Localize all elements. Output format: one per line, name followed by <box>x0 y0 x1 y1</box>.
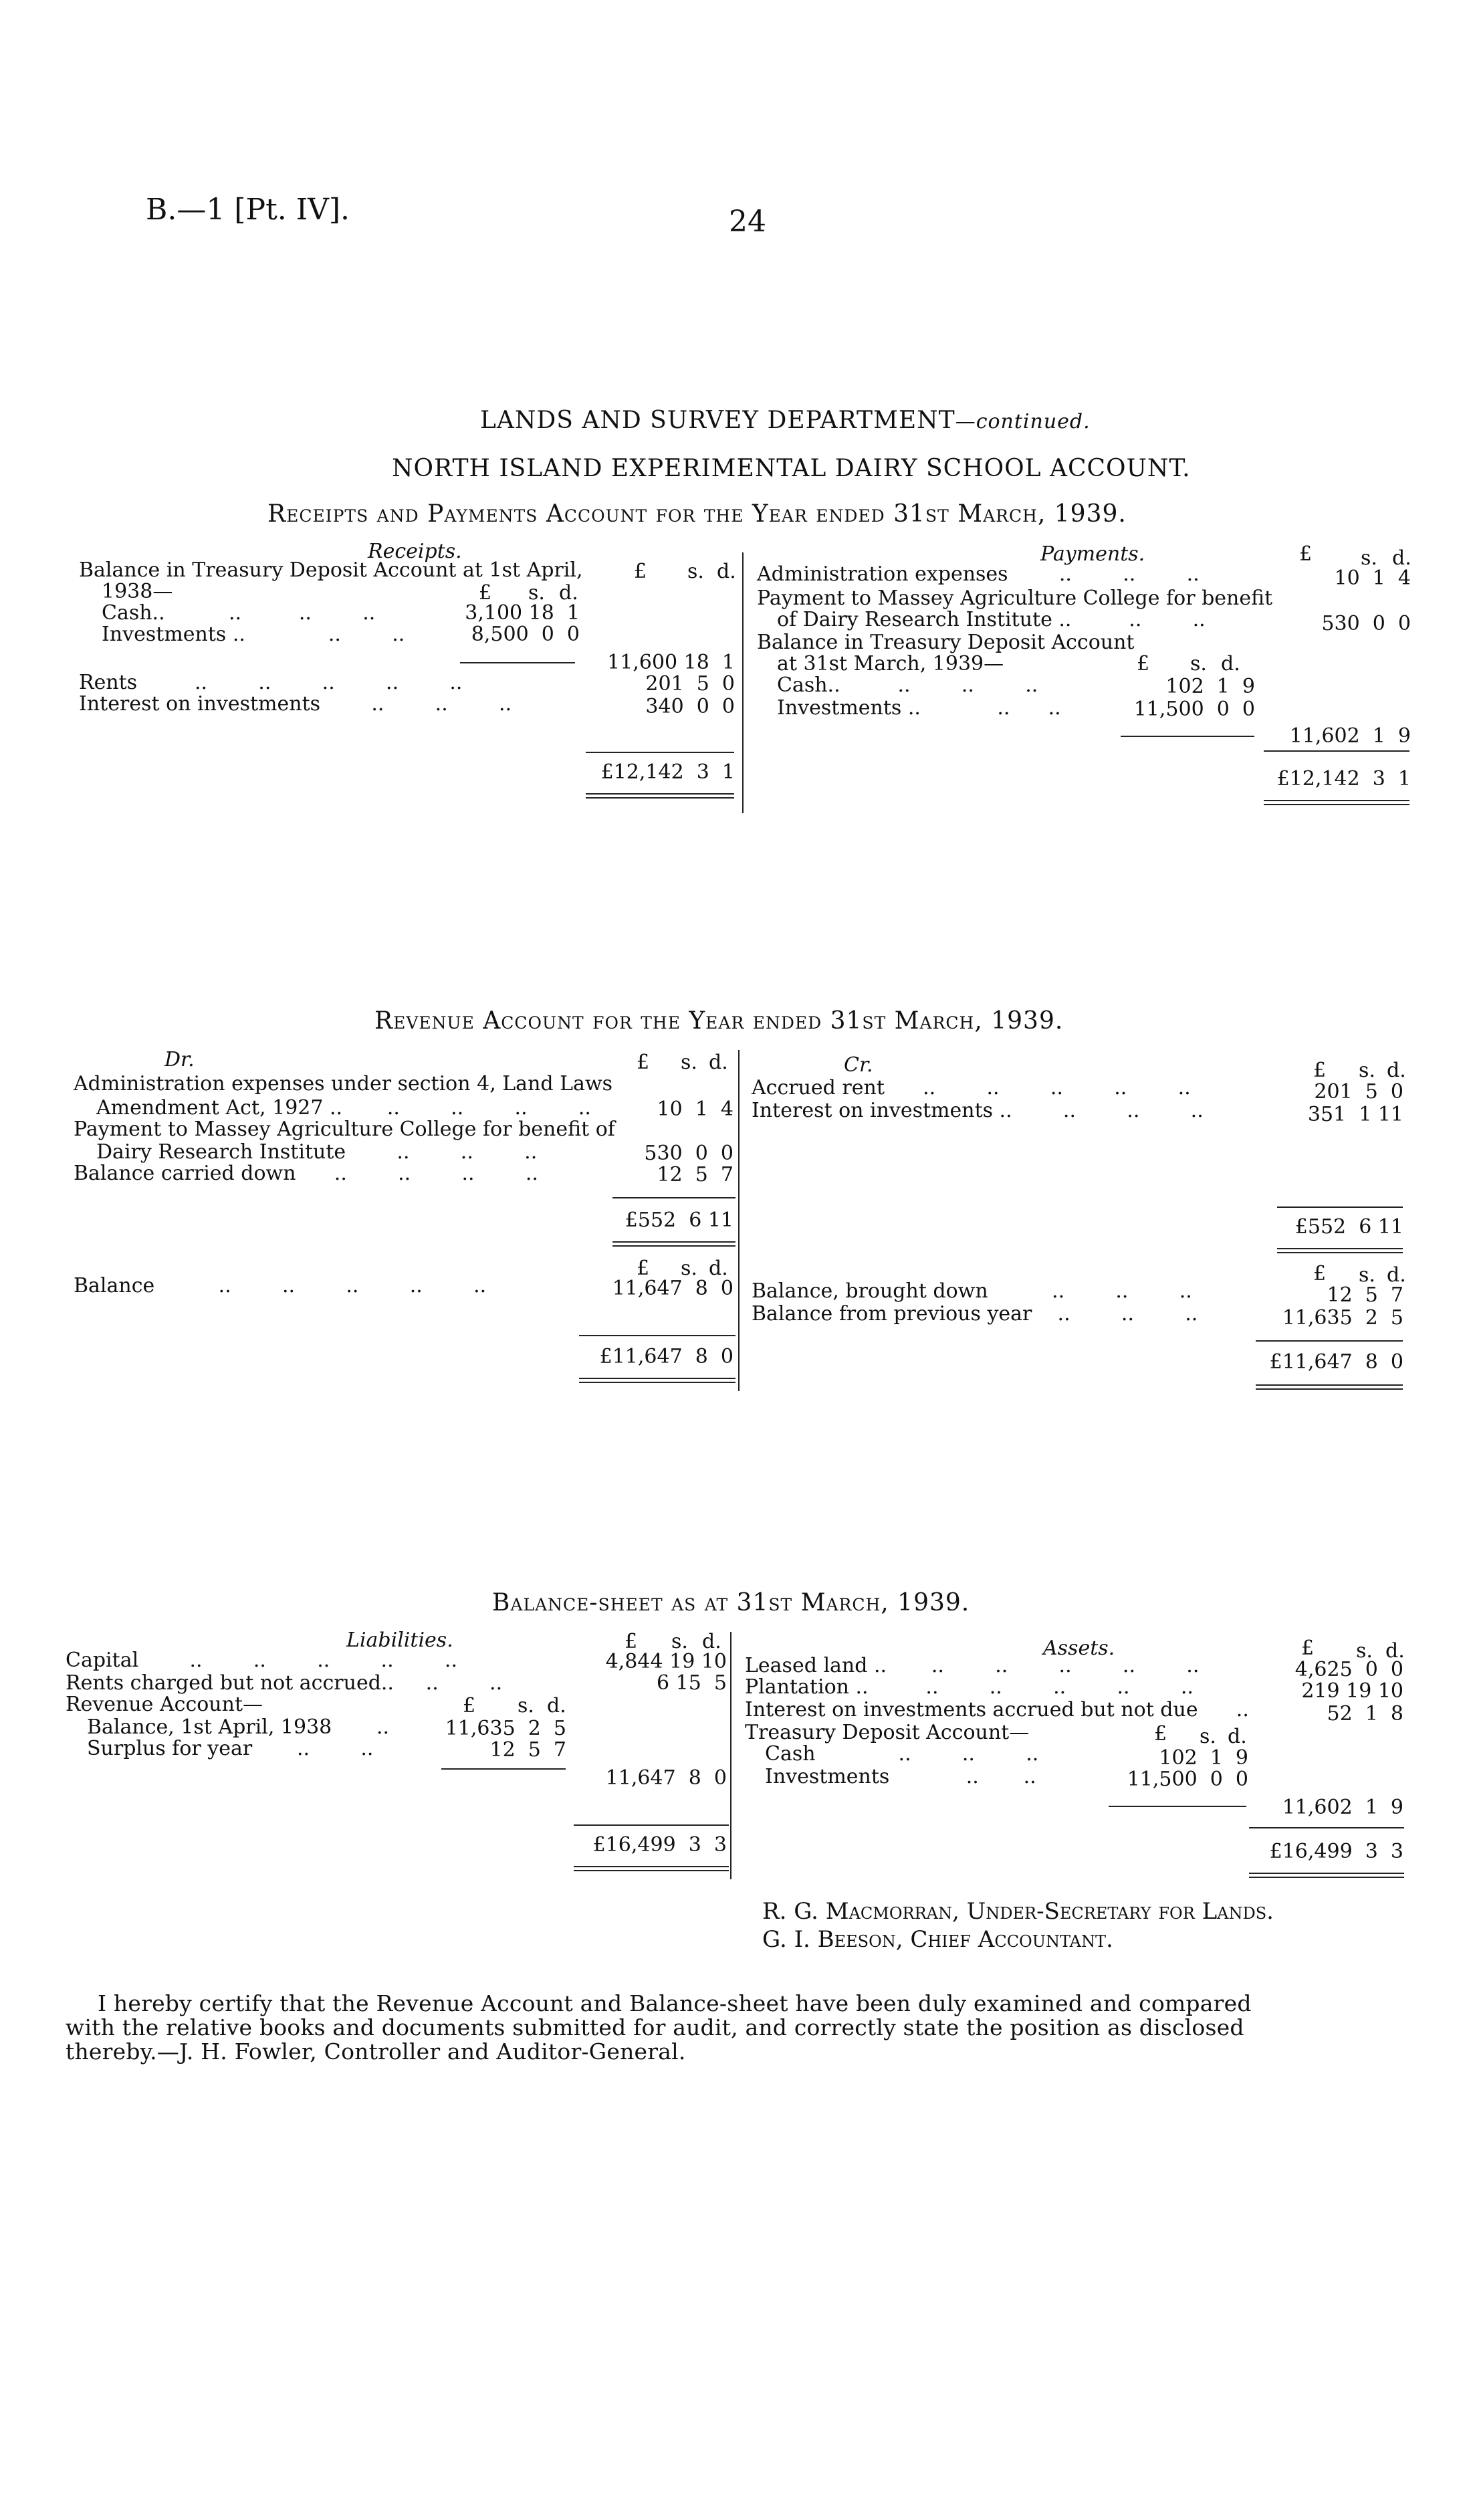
department-continued: —continued. <box>955 410 1091 433</box>
rev-left-col-pound: £ <box>637 1051 650 1074</box>
rp-payments-heading: Payments. <box>1040 542 1145 566</box>
rp-r-total: £12,142 3 1 <box>600 760 735 784</box>
rev-balance-value: 11,647 8 0 <box>612 1277 733 1300</box>
rev-massey-line2-label: Dairy Research Institute <box>96 1140 346 1164</box>
rev-previous-label: Balance from previous year <box>752 1302 1032 1326</box>
rp-r-total-rule <box>586 752 734 753</box>
signature-chief-accountant: G. I. Beeson, Chief Accountant. <box>762 1926 1113 1953</box>
rp-p-total-rule <box>1264 750 1409 752</box>
bs-investments-value: 11,500 0 0 <box>1127 1768 1248 1791</box>
rp-p-cash: Cash.. .. .. .. <box>777 673 1038 697</box>
rev-lower-right-col-pound: £ <box>1313 1262 1327 1285</box>
rp-p-total: £12,142 3 1 <box>1276 767 1411 791</box>
bs-assets-total: £16,499 3 3 <box>1269 1840 1403 1863</box>
rp-divider <box>742 552 744 813</box>
rp-r-interest-label: Interest on investments <box>79 692 321 716</box>
bs-assets-heading: Assets. <box>1043 1637 1115 1660</box>
rp-receipts-heading: Receipts. <box>368 540 462 563</box>
bs-divider <box>730 1632 731 1879</box>
bs-tda: Treasury Deposit Account— <box>745 1721 1030 1744</box>
rp-r-balance-line2: 1938— <box>102 580 173 603</box>
rp-r-sub-rule <box>460 662 575 663</box>
rp-p-investments-value: 11,500 0 0 <box>1133 698 1255 721</box>
rev-cr-total2: £11,647 8 0 <box>1269 1350 1403 1374</box>
bs-plantation-label: Plantation .. <box>745 1675 869 1699</box>
rp-p-massey-line1: Payment to Massey Agriculture College for benefit <box>757 587 1273 610</box>
bs-assets-total-double-rule <box>1249 1873 1404 1878</box>
rp-r-rents: Rents .. .. .. .. .. <box>79 671 463 694</box>
rev-accrued-label: Accrued rent <box>752 1076 885 1099</box>
rp-left-col-d: d. <box>717 560 736 583</box>
bs-balance-1938-value: 11,635 2 5 <box>445 1717 566 1740</box>
rev-dr-total-rule <box>612 1197 736 1198</box>
rp-p-investments-label: Investments .. <box>777 696 921 720</box>
bs-rev-col-s: s. <box>518 1694 534 1717</box>
rev-brought-value: 12 5 7 <box>1327 1283 1403 1307</box>
bs-plantation: Plantation .. .. .. .. .. .. <box>745 1675 1194 1699</box>
rev-brought-label: Balance, brought down <box>752 1279 988 1303</box>
department-title-text: LANDS AND SURVEY DEPARTMENT <box>480 407 955 434</box>
rev-carried-value: 12 5 7 <box>657 1163 733 1186</box>
bs-cash-value: 102 1 9 <box>1159 1746 1248 1770</box>
bs-right-col-s: s. <box>1356 1639 1373 1663</box>
bs-rents-label: Rents charged but not accrued.. <box>66 1671 394 1695</box>
rp-r-investments: Investments .. .. .. <box>102 623 405 646</box>
bs-cash-label: Cash <box>765 1742 816 1766</box>
rev-lower-left-col-d: d. <box>709 1257 728 1280</box>
bs-balance-1938: Balance, 1st April, 1938 .. <box>87 1715 390 1739</box>
rev-dr-total2-double-rule <box>579 1378 736 1383</box>
rev-interest-label: Interest on investments .. <box>752 1099 1012 1122</box>
rp-right-col-s: s. <box>1361 546 1377 570</box>
rev-divider <box>738 1050 740 1391</box>
rp-r-rents-value: 201 5 0 <box>645 672 735 696</box>
rev-right-col-pound: £ <box>1313 1059 1327 1082</box>
rev-massey-value: 530 0 0 <box>644 1142 733 1165</box>
rev-carried: Balance carried down .. .. .. .. <box>74 1162 538 1185</box>
rev-previous: Balance from previous year .. .. .. <box>752 1302 1198 1326</box>
bs-leased-value: 4,625 0 0 <box>1294 1658 1403 1681</box>
rev-lower-left-col-s: s. <box>681 1257 697 1280</box>
bs-tda-col-pound: £ <box>1154 1722 1167 1746</box>
rp-r-rents-label: Rents <box>79 671 138 694</box>
rev-brought: Balance, brought down .. .. .. <box>752 1279 1192 1303</box>
rev-left-col-d: d. <box>709 1051 728 1074</box>
bs-capital: Capital .. .. .. .. .. <box>66 1649 457 1672</box>
bs-tda-subtotal: 11,602 1 9 <box>1282 1796 1403 1819</box>
bs-cash: Cash .. .. .. <box>765 1742 1039 1766</box>
rp-p-admin-value: 10 1 4 <box>1334 566 1411 590</box>
bs-left-col-s: s. <box>671 1630 688 1653</box>
bs-left-col-d: d. <box>702 1630 721 1653</box>
rp-p-massey-line2: of Dairy Research Institute .. .. .. <box>777 608 1206 631</box>
bs-capital-value: 4,844 19 10 <box>605 1650 727 1673</box>
bs-surplus-label: Surplus for year <box>87 1737 253 1760</box>
signature-under-secretary: R. G. Macmorran, Under-Secretary for Lands. <box>762 1898 1274 1925</box>
bs-tda-col-d: d. <box>1228 1725 1247 1748</box>
rp-p-sub-col-d: d. <box>1221 652 1240 675</box>
bs-tda-col-s: s. <box>1200 1725 1216 1748</box>
rev-cr-total-rule <box>1277 1206 1403 1208</box>
rp-title: Receipts and Payments Account for the Year ended 31st March, 1939. <box>267 500 1127 528</box>
rev-accrued-value: 201 5 0 <box>1314 1080 1403 1104</box>
rp-p-balance-line1: Balance in Treasury Deposit Account <box>757 631 1135 654</box>
bs-rents-value: 6 15 5 <box>657 1671 727 1695</box>
rp-p-investments: Investments .. .. .. <box>777 696 1061 720</box>
rev-accrued: Accrued rent .. .. .. .. .. <box>752 1076 1191 1099</box>
rev-admin-line2: Amendment Act, 1927 .. .. .. .. .. <box>96 1096 591 1120</box>
rp-r-interest: Interest on investments .. .. .. <box>79 692 512 716</box>
bs-liabilities-total: £16,499 3 3 <box>592 1833 727 1857</box>
rev-lower-left-col-pound: £ <box>637 1257 650 1280</box>
rp-p-sub-col-s: s. <box>1190 652 1207 675</box>
rev-right-col-s: s. <box>1359 1059 1375 1082</box>
rev-carried-label: Balance carried down <box>74 1162 296 1185</box>
bs-surplus-value: 12 5 7 <box>489 1738 566 1762</box>
rp-r-cash: Cash.. .. .. .. <box>102 601 376 625</box>
rp-p-admin: Administration expenses .. .. .. <box>757 562 1200 586</box>
rev-massey-line2: Dairy Research Institute .. .. .. <box>96 1140 538 1164</box>
rp-right-col-d: d. <box>1392 546 1411 570</box>
bs-title: Balance-sheet as at 31st March, 1939. <box>492 1589 970 1616</box>
bs-liabilities-heading: Liabilities. <box>346 1629 453 1652</box>
bs-rev-col-pound: £ <box>463 1694 476 1717</box>
rp-r-investments-label: Investments .. <box>102 623 245 646</box>
bs-rev-subtotal: 11,647 8 0 <box>605 1766 727 1790</box>
rp-p-sub-col-pound: £ <box>1137 652 1150 675</box>
rev-admin-line2-label: Amendment Act, 1927 .. <box>96 1096 343 1120</box>
rp-p-massey-value: 530 0 0 <box>1321 612 1411 635</box>
bs-interest: Interest on investments accrued but not due .. <box>745 1698 1249 1721</box>
rev-dr-total: £552 6 11 <box>625 1209 733 1232</box>
rp-p-total-double-rule <box>1264 800 1409 805</box>
bs-right-col-pound: £ <box>1301 1637 1315 1660</box>
certificate-line-3: thereby.—J. H. Fowler, Controller and Auditor-General. <box>66 2038 686 2065</box>
rp-p-cash-value: 102 1 9 <box>1165 675 1255 698</box>
rev-cr-heading: Cr. <box>844 1053 873 1077</box>
rp-r-sub-col-d: d. <box>559 581 578 605</box>
rev-dr-total2: £11,647 8 0 <box>599 1345 733 1368</box>
rev-interest: Interest on investments .. .. .. .. <box>752 1099 1204 1122</box>
rp-r-cash-label: Cash.. <box>102 601 165 625</box>
bs-surplus: Surplus for year .. .. <box>87 1737 374 1760</box>
bs-capital-label: Capital <box>66 1649 139 1672</box>
bs-rents: Rents charged but not accrued.. .. .. <box>66 1671 503 1695</box>
department-title <box>480 407 1091 434</box>
rev-cr-total-double-rule <box>1277 1248 1403 1253</box>
rp-r-interest-value: 340 0 0 <box>645 695 735 718</box>
bs-leased: Leased land .. .. .. .. .. .. <box>745 1654 1200 1677</box>
bs-investments-label: Investments <box>765 1765 890 1788</box>
rev-balance-label: Balance <box>74 1274 155 1297</box>
rev-cr-total: £552 6 11 <box>1294 1215 1403 1239</box>
rev-previous-value: 11,635 2 5 <box>1282 1306 1403 1330</box>
bs-interest-value: 52 1 8 <box>1327 1702 1403 1725</box>
rev-lower-right-col-d: d. <box>1387 1263 1406 1287</box>
rev-interest-value: 351 1 11 <box>1307 1103 1403 1126</box>
bs-plantation-value: 219 19 10 <box>1301 1679 1403 1703</box>
bs-liab-total-double-rule <box>574 1866 729 1871</box>
rev-title: Revenue Account for the Year ended 31st March, 1939. <box>374 1007 1064 1035</box>
rp-r-subtotal: 11,600 18 1 <box>607 651 735 674</box>
rev-lower-right-col-s: s. <box>1359 1263 1375 1287</box>
rp-r-sub-col-s: s. <box>528 581 545 605</box>
rp-left-col-s: s. <box>687 560 704 583</box>
rev-cr-total2-double-rule <box>1256 1384 1403 1390</box>
bs-assets-total-rule <box>1249 1827 1404 1828</box>
rev-dr-total2-rule <box>579 1335 736 1336</box>
page-reference: B.—1 [Pt. IV]. <box>146 193 350 227</box>
rp-r-sub-col-pound: £ <box>479 581 492 605</box>
rev-admin-value: 10 1 4 <box>657 1097 733 1121</box>
rp-r-total-double-rule <box>586 793 734 799</box>
rp-p-sub-rule <box>1121 736 1254 737</box>
rev-dr-total-double-rule <box>612 1241 736 1247</box>
rp-p-massey-line2-label: of Dairy Research Institute .. <box>777 608 1072 631</box>
rev-right-col-d: d. <box>1387 1059 1406 1082</box>
rp-p-balance-line2: at 31st March, 1939— <box>777 652 1004 675</box>
rp-right-col-pound: £ <box>1299 542 1313 566</box>
rev-admin-line1: Administration expenses under section 4, Land Laws <box>74 1072 613 1095</box>
rp-p-cash-label: Cash.. <box>777 673 840 697</box>
bs-rev-col-d: d. <box>547 1694 566 1717</box>
rp-r-balance-line1: Balance in Treasury Deposit Account at 1st April, <box>79 558 583 582</box>
bs-right-col-d: d. <box>1385 1639 1405 1663</box>
bs-balance-1938-label: Balance, 1st April, 1938 <box>87 1715 332 1739</box>
rev-dr-heading: Dr. <box>164 1048 195 1071</box>
rp-r-investments-value: 8,500 0 0 <box>471 623 580 646</box>
rp-p-admin-label: Administration expenses <box>757 562 1008 586</box>
bs-investments: Investments .. .. <box>765 1765 1036 1788</box>
certificate-line-2: with the relative books and documents submitted for audit, and correctly state the position as disclosed <box>66 2014 1244 2040</box>
certificate-line-1: I hereby certify that the Revenue Account and Balance-sheet have been duly examined and compared <box>98 1990 1252 2016</box>
rev-massey-line1: Payment to Massey Agriculture College for benefit of <box>74 1118 615 1141</box>
bs-interest-label: Interest on investments accrued but not due <box>745 1698 1198 1721</box>
rp-left-col-pound: £ <box>634 560 647 583</box>
bs-left-col-pound: £ <box>625 1630 638 1653</box>
rp-p-subtotal: 11,602 1 9 <box>1289 724 1411 748</box>
bs-liab-total-rule <box>574 1824 729 1826</box>
account-title: NORTH ISLAND EXPERIMENTAL DAIRY SCHOOL ACCOUNT. <box>392 455 1191 482</box>
page-number: 24 <box>729 205 766 239</box>
bs-leased-label: Leased land .. <box>745 1654 887 1677</box>
bs-revenue-account: Revenue Account— <box>66 1693 263 1716</box>
rev-cr-total2-rule <box>1256 1340 1403 1342</box>
rp-r-cash-value: 3,100 18 1 <box>465 601 580 625</box>
rev-balance: Balance .. .. .. .. .. <box>74 1274 487 1297</box>
bs-tda-sub-rule <box>1109 1806 1246 1807</box>
bs-rev-sub-rule <box>441 1768 566 1770</box>
rev-left-col-s: s. <box>681 1051 697 1074</box>
